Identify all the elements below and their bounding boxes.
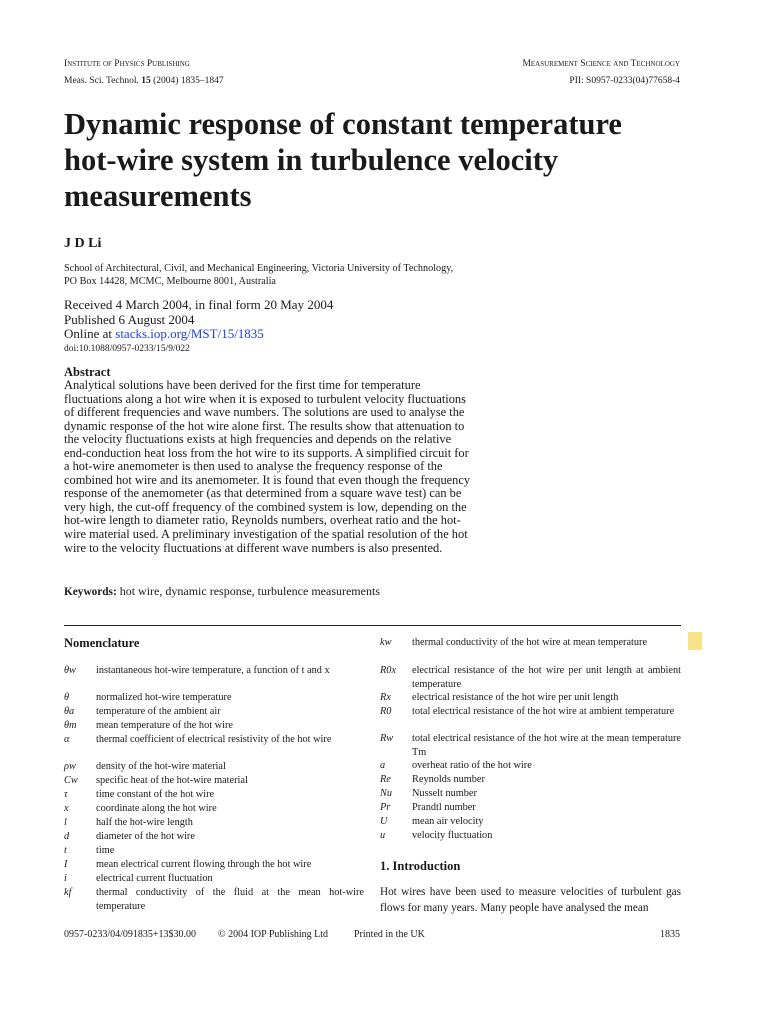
pii: PII: S0957-0233(04)77658-4: [569, 76, 680, 86]
keywords-text: hot wire, dynamic response, turbulence measurements: [119, 584, 380, 598]
nomenclature-description: Reynolds number: [412, 774, 485, 785]
nomenclature-row: [64, 858, 364, 872]
printed-location: Printed in the UK: [354, 929, 425, 940]
nomenclature-row: [64, 719, 364, 733]
nomenclature-description: thermal conductivity of the hot wire at mean temperature: [412, 637, 648, 648]
sticky-note-icon[interactable]: [688, 632, 702, 650]
nomenclature-symbol: d: [64, 831, 70, 842]
nomenclature-description: velocity fluctuation: [412, 830, 493, 841]
citation-suffix: (2004) 1835–1847: [150, 76, 224, 86]
keywords-label: Keywords:: [64, 586, 117, 598]
online-prefix: Online at: [64, 326, 116, 341]
nomenclature-description: mean electrical current flowing through the hot wire: [96, 859, 312, 870]
nomenclature-row: [64, 691, 364, 705]
nomenclature-symbol: Pr: [380, 802, 391, 813]
nomenclature-symbol: θw: [64, 665, 76, 676]
nomenclature-row: [64, 844, 364, 858]
nomenclature-description: instantaneous hot-wire temperature, a function of t and x: [96, 665, 330, 676]
citation: [64, 75, 224, 87]
affiliation: School of Architectural, Civil, and Mechanical Engineering, Victoria University of Technology, PO Box 14428, MCMC, Melbourne 8001, Australia: [64, 263, 454, 287]
article-code: 0957-0233/04/091835+13$30.00: [64, 929, 197, 940]
doi: doi:10.1088/0957-0233/15/9/022: [64, 343, 190, 354]
nomenclature-symbol: θa: [64, 706, 75, 717]
nomenclature-symbol: θ: [64, 692, 70, 703]
nomenclature-description: mean temperature of the hot wire: [96, 720, 233, 731]
nomenclature-symbol: x: [64, 803, 69, 814]
page-number: 1835: [660, 929, 680, 940]
citation-prefix: Meas. Sci. Technol.: [64, 76, 142, 86]
introduction-text: Hot wires have been used to measure velocities of turbulent gas flows for many years. Many people have analysed the mean: [380, 886, 681, 914]
nomenclature-symbol: l: [64, 817, 67, 828]
nomenclature-symbol: Nu: [380, 788, 393, 799]
publication-dates: [64, 298, 464, 356]
received-date: Received 4 March 2004, in final form 20 May 2004: [64, 297, 334, 312]
nomenclature-row: [64, 816, 364, 830]
abstract-heading: Abstract: [64, 365, 111, 379]
nomenclature-symbol: τ: [64, 789, 68, 800]
author-name: J D Li: [64, 236, 102, 251]
abstract-text: Analytical solutions have been derived for the first time for temperature fluctuations along a hot wire when it is exposed to turbulent velocity fluctuations of different frequencies and wave numbers. The solutions are used to analyse the dynamic response of the hot wire alone first. The results show that attenuation to the velocity fluctuations exists at high frequencies and depends on the relative end-conduction heat loss from the hot wire to its supports. A simplified circuit for a hot-wire anemometer is then used to analyse the frequency response of the combined hot wire and its anemometer. It is found that even though the frequency response of the anemometer (as that determined from a square wave test) can be very high, the cut-off frequency of the combined system is low, depending on the hot-wire length to diameter ratio, Reynolds numbers, overheat ratio and the hot-wire material used. A preliminary investigation of the spatial resolution of the hot wire to the velocity fluctuations at different wave numbers is also presented.: [64, 378, 471, 555]
online-line: [64, 327, 464, 342]
online-link[interactable]: stacks.iop.org/MST/15/1835: [115, 326, 264, 341]
nomenclature-row: [380, 773, 681, 787]
nomenclature-description: total electrical resistance of the hot wire at ambient temperature: [412, 706, 675, 717]
nomenclature-description: half the hot-wire length: [96, 817, 193, 828]
nomenclature-description: mean air velocity: [412, 816, 484, 827]
journal-name: Measurement Science and Technology: [522, 59, 680, 69]
nomenclature-row: [64, 872, 364, 886]
nomenclature-symbol: Cw: [64, 775, 78, 786]
nomenclature-description: electrical resistance of the hot wire per unit length: [412, 692, 619, 703]
nomenclature-row: [380, 801, 681, 815]
nomenclature-description: time: [96, 845, 115, 856]
nomenclature-symbol: ρw: [64, 761, 76, 772]
nomenclature-symbol: R0: [380, 706, 392, 717]
nomenclature-row: [64, 760, 364, 774]
nomenclature-row: [64, 774, 364, 788]
nomenclature-row: [380, 829, 681, 843]
section-divider: [64, 625, 681, 626]
nomenclature-symbol: Rx: [380, 692, 391, 703]
nomenclature-symbol: u: [380, 830, 386, 841]
paper-title: Dynamic response of constant temperature hot-wire system in turbulence velocity measurements: [64, 107, 622, 213]
nomenclature-description: total electrical resistance of the hot wire at the mean temperature Tm: [412, 733, 681, 758]
nomenclature-symbol: i: [64, 873, 67, 884]
nomenclature-symbol: θm: [64, 720, 77, 731]
citation-volume: 15: [141, 76, 151, 86]
nomenclature-row: [64, 705, 364, 719]
nomenclature-symbol: kw: [380, 637, 392, 648]
nomenclature-symbol: U: [380, 816, 388, 827]
nomenclature-row: [380, 664, 681, 692]
nomenclature-description: thermal conductivity of the fluid at the mean hot-wire temperature: [96, 887, 364, 912]
nomenclature-row: [380, 759, 681, 773]
nomenclature-row: [64, 664, 364, 678]
nomenclature-description: normalized hot-wire temperature: [96, 692, 232, 703]
keywords: [64, 584, 380, 599]
nomenclature-symbol: a: [380, 760, 386, 771]
nomenclature-row: [380, 691, 681, 705]
nomenclature-description: diameter of the hot wire: [96, 831, 195, 842]
nomenclature-description: specific heat of the hot-wire material: [96, 775, 248, 786]
nomenclature-symbol: Re: [380, 774, 391, 785]
nomenclature-symbol: Rw: [380, 733, 394, 744]
nomenclature-row: [64, 733, 364, 747]
nomenclature-symbol: t: [64, 845, 67, 856]
nomenclature-row: [64, 886, 364, 914]
nomenclature-symbol: kf: [64, 887, 72, 898]
nomenclature-symbol: α: [64, 734, 70, 745]
nomenclature-description: coordinate along the hot wire: [96, 803, 217, 814]
nomenclature-description: overheat ratio of the hot wire: [412, 760, 532, 771]
nomenclature-description: thermal coefficient of electrical resistivity of the hot wire: [96, 734, 332, 745]
nomenclature-description: time constant of the hot wire: [96, 789, 215, 800]
nomenclature-heading: Nomenclature: [64, 636, 140, 650]
nomenclature-row: [380, 732, 681, 760]
nomenclature-row: [380, 815, 681, 829]
nomenclature-description: electrical resistance of the hot wire per unit length at ambient temperature: [412, 665, 681, 690]
nomenclature-description: electrical current fluctuation: [96, 873, 213, 884]
nomenclature-row: [380, 636, 681, 650]
copyright: © 2004 IOP Publishing Ltd: [218, 929, 329, 940]
nomenclature-row: [380, 705, 681, 719]
nomenclature-symbol: I: [64, 859, 68, 870]
nomenclature-row: [64, 788, 364, 802]
publisher-name: Institute of Physics Publishing: [64, 59, 190, 69]
nomenclature-row: [380, 787, 681, 801]
nomenclature-description: Nusselt number: [412, 788, 477, 799]
nomenclature-row: [64, 802, 364, 816]
nomenclature-description: density of the hot-wire material: [96, 761, 226, 772]
nomenclature-symbol: R0x: [380, 665, 397, 676]
introduction-heading: 1. Introduction: [380, 859, 461, 873]
nomenclature-description: Prandtl number: [412, 802, 476, 813]
published-date: Published 6 August 2004: [64, 311, 195, 327]
nomenclature-description: temperature of the ambient air: [96, 706, 221, 717]
nomenclature-row: [64, 830, 364, 844]
